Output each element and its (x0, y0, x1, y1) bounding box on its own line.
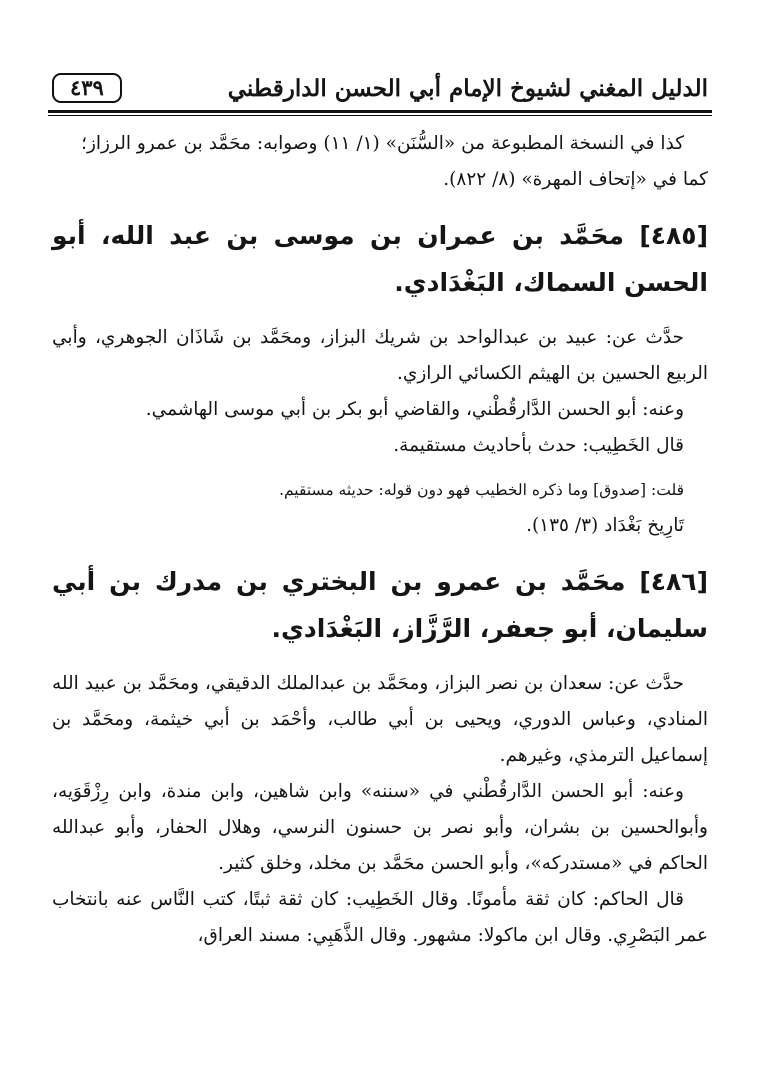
entry-486-students: وعنه: أبو الحسن الدَّارقُطْني في «سننه» وابن شاهين، وابن مندة، وابن رِزْقَوَيه، وأبوالحسين بن بشران، وأبو نصر بن حسنون النرسي، وهلال الحفار، وأبو عبدالله الحاكم في «مستدركه»، وأبو الحسن محَمَّد بن مخلد، وخلق كثير. (52, 781, 708, 874)
entry-485-heading: [٤٨٥] محَمَّد بن عمران بن موسى بن عبد الله، أبو الحسن السماك، البَغْدَادي. (52, 221, 708, 297)
header-rule (48, 110, 712, 113)
page-body (52, 126, 708, 954)
entry-486-teachers: حدَّث عن: سعدان بن نصر البزاز، ومحَمَّد بن عبدالملك الدقيقي، ومحَمَّد بن عبيد الله المنادي، وعباس الدوري، ويحيى بن أبي طالب، وأحْمَد بن أبي خيثمة، ومحَمَّد بن إسماعيل الترمذي، وغيرهم. (52, 673, 708, 766)
page-number: ٤٣٩ (52, 73, 122, 103)
footnote-line-2: كما في «إتحاف المهرة» (٨/ ٨٢٢). (443, 169, 708, 190)
header-rule-thin (48, 115, 712, 116)
entry-485-teachers: حدَّث عن: عبيد بن عبدالواحد بن شريك البزاز، ومحَمَّد بن شَاذَان الجوهري، وأبي الربيع الحسين بن الهيثم الكسائي الرازي. (52, 327, 708, 384)
entry-486-grading: قال الحاكم: كان ثقة مأمونًا. وقال الخَطِيب: كان ثقة ثبتًا، كتب النَّاس عنه بانتخاب عمر البَصْرِي. وقال ابن ماكولا: مشهور. وقال الذَّهَبِي: مسند العراق، (52, 889, 708, 946)
entry-485-khatib: قال الخَطِيب: حدث بأحاديث مستقيمة. (393, 435, 684, 456)
entry-485-source: تَارِيخ بَغْدَاد (٣/ ١٣٥). (526, 515, 684, 536)
entry-485-note: قلت: [صدوق] وما ذكره الخطيب فهو دون قوله: حديثه مستقيم. (279, 481, 684, 499)
entry-485-students: وعنه: أبو الحسن الدَّارقُطْني، والقاضي أبو بكر بن أبي موسى الهاشمي. (145, 399, 684, 420)
footnote-line-1: كذا في النسخة المطبوعة من «السُّنَن» (١/ ١١) وصوابه: محَمَّد بن عمرو الرزاز؛ (81, 133, 684, 154)
book-title: الدليل المغني لشيوخ الإمام أبي الحسن الدارقطني (227, 74, 708, 102)
running-header (52, 70, 708, 106)
entry-486-heading: [٤٨٦] محَمَّد بن عمرو بن البختري بن مدرك بن أبي سليمان، أبو جعفر، الرَّزَّاز، البَغْدَادي. (52, 567, 708, 643)
